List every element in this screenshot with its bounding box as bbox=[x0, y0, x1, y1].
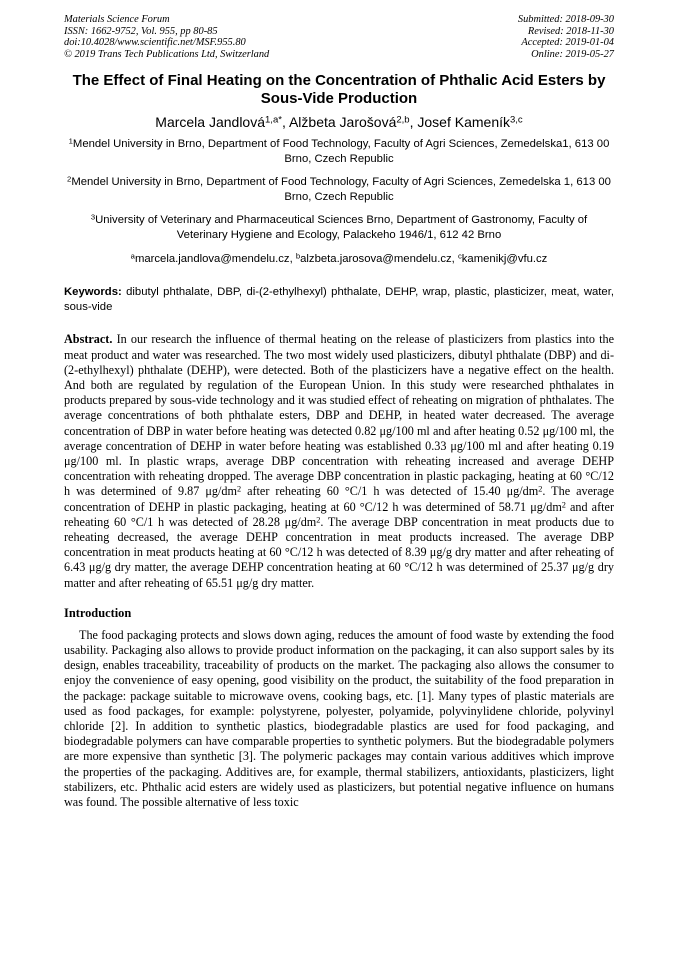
author-name: Marcela Jandlová bbox=[155, 114, 266, 131]
journal-name: Materials Science Forum bbox=[64, 14, 170, 25]
section-heading-introduction: Introduction bbox=[64, 605, 132, 620]
unit-exponent: 2 bbox=[561, 499, 566, 509]
author-list: Marcela Jandlová$^{1,a*}$, Alžbeta Jarošová$^{2,b}$, Josef Kameník$^{3,c}$ bbox=[155, 114, 523, 131]
author-name: Alžbeta Jarošová bbox=[288, 114, 397, 131]
submission-dates bbox=[518, 14, 614, 60]
author-name: Josef Kameník bbox=[417, 114, 510, 131]
date-accepted: Accepted: 2019-01-04 bbox=[521, 37, 614, 49]
journal-header bbox=[64, 14, 614, 60]
abstract-text: . The average concentration of DEHP in plastic packaging, heating at 60 °C/12 h was determined of 58.71 μg/dm bbox=[64, 484, 614, 514]
email-link[interactable]: marcela.jandlova@mendelu.cz bbox=[134, 253, 290, 266]
affiliation bbox=[64, 213, 614, 243]
abstract-label: Abstract. bbox=[64, 332, 113, 347]
author-sup: 3,c bbox=[510, 115, 523, 127]
unit-exponent: 2 bbox=[538, 484, 543, 494]
abstract-text: In our research the influence of thermal heating on the release of plasticizers from plastics into the meat product and water was researched. The two most widely used plasticizers, dibutyl phthalate (DBP) and di-(2-ethylhexyl) phthalate (DEHP), were detected. Both of the plasticizers have a negative effect on the health. And both are regulated by regulation of the European Union. In this study were researched phthalates in products prepared by sous-vide technology and it was studied effect of reheating on migration of phthalates. The average concentrations of both phthalate esters, DBP and DEHP, in heated water decreased. The average concentration of DBP in water before heating was detected 0.82 μg/100 ml and after heating 0.52 μg/100 ml, the average concentration of DEHP in water before heating was established 0.33 μg/100 ml and after heating 0.19 μg/100 ml. In plastic wraps, average DBP concentration with reheating increased and average DEHP concentration with reheating dropped. The average DBP concentration in plastic packaging, heating at 60 °C/12 h was determined of 9.87 μg/dm bbox=[64, 332, 615, 499]
email-sup: c bbox=[457, 251, 462, 261]
keywords-text: dibutyl phthalate, DBP, di-(2-ethylhexyl) phthalate, DEHP, wrap, plastic, plasticizer, meat, water, sous-vide bbox=[64, 286, 614, 314]
abstract-text: after reheating 60 °C/1 h was detected of 15.40 μg/dm bbox=[241, 484, 539, 499]
author-sup: 2,b bbox=[396, 115, 410, 127]
email-sup: a bbox=[130, 251, 135, 261]
introduction-paragraph: The food packaging protects and slows down aging, reduces the amount of food waste by extending the food usability. Packaging also allows to provide product information on the packaging, it can also support sales by its design, enables traceability, traceability of products on the market. The packaging also allows the consumer to enjoy the convenience of easy opening, good visibility on the product, the suitability of the food preparation in the package: package suitable to microwave ovens, cooking bags, etc. [1]. Many types of plastic materials are used as food packages, for example: polystyrene, polyester, polyamide, polyvinylidene chloride, polyvinyl chloride [2]. In addition to synthetic plastics, biodegradable plastics are used for food packaging, and biodegradable polymers can have comparable properties to synthetic polymers. But the biodegradable polymers are more expensive than synthetic [3]. The polymeric packages may contain various additives which improve the properties of the packaging. Additives are, for example, thermal stabilizers, antioxidants, plasticizers, light stabilizers, etc. Phthalic acid esters are widely used as plasticizers, but potential negative influence on humans was found. The possible alternative of less toxic bbox=[64, 627, 614, 810]
journal-doi: doi:10.4028/www.scientific.net/MSF.955.80 bbox=[64, 37, 246, 49]
email-link[interactable]: kamenikj@vfu.cz bbox=[461, 253, 548, 266]
date-online: Online: 2019-05-27 bbox=[531, 48, 614, 60]
affiliation-text: Mendel University in Brno, Department of Food Technology, Faculty of Agri Sciences, Zemedelska1, 613 00 Brno, Czech Republic bbox=[72, 138, 610, 166]
paper-title: The Effect of Final Heating on the Concentration of Phthalic Acid Esters by Sous-Vide Production bbox=[72, 72, 606, 108]
abstract bbox=[64, 332, 614, 590]
date-revised: Revised: 2018-11-30 bbox=[527, 25, 614, 37]
author-sup: 1,a* bbox=[265, 115, 282, 127]
keywords bbox=[64, 285, 614, 315]
email-list: $^a$marcela.jandlova@mendelu.cz, $^b$alzbeta.jarosova@mendelu.cz, $^c$kamenikj@vfu.cz bbox=[130, 251, 548, 266]
affiliation-text: University of Veterinary and Pharmaceutical Sciences Brno, Department of Gastronomy, Faculty of Veterinary Hygiene and Ecology, Palackeho 1946/1, 612 42 Brno bbox=[95, 214, 588, 242]
keywords-label: Keywords: bbox=[64, 286, 122, 299]
affiliation bbox=[64, 175, 614, 205]
date-submitted: Submitted: 2018-09-30 bbox=[517, 14, 614, 25]
affiliation-text: Mendel University in Brno, Department of Food Technology, Faculty of Agri Sciences, Zemedelska 1, 613 00 Brno, Czech Republic bbox=[71, 176, 611, 204]
affiliation bbox=[64, 137, 614, 167]
unit-exponent: 2 bbox=[236, 484, 242, 494]
unit-exponent: 2 bbox=[316, 515, 321, 525]
abstract-text: . The average DBP concentration in meat products due to reheating decreased, the average DEHP concentration in meat products increased. The average DBP concentration in meat products heating at 60 °C/12 h was detected of 8.39 μg/g dry matter and after reheating of 6.43 μg/g dry matter, the average DEHP concentration heating at 60 °C/12 h was determined of 25.37 μg/g dry matter and after reheating of 65.51 μg/g dry matter. bbox=[64, 514, 614, 590]
journal-issn: ISSN: 1662-9752, Vol. 955, pp 80-85 bbox=[64, 25, 218, 37]
email-sup: b bbox=[295, 251, 301, 261]
affiliation-sup: 1 bbox=[68, 136, 73, 146]
email-link[interactable]: alzbeta.jarosova@mendelu.cz bbox=[300, 253, 452, 266]
journal-info bbox=[64, 14, 269, 60]
affiliation-sup: 2 bbox=[67, 174, 72, 184]
abstract-text: and after reheating 60 °C/1 h was detected of 28.28 μg/dm bbox=[64, 499, 614, 529]
affiliation-sup: 3 bbox=[90, 212, 96, 222]
journal-copyright: © 2019 Trans Tech Publications Ltd, Switzerland bbox=[64, 48, 270, 60]
